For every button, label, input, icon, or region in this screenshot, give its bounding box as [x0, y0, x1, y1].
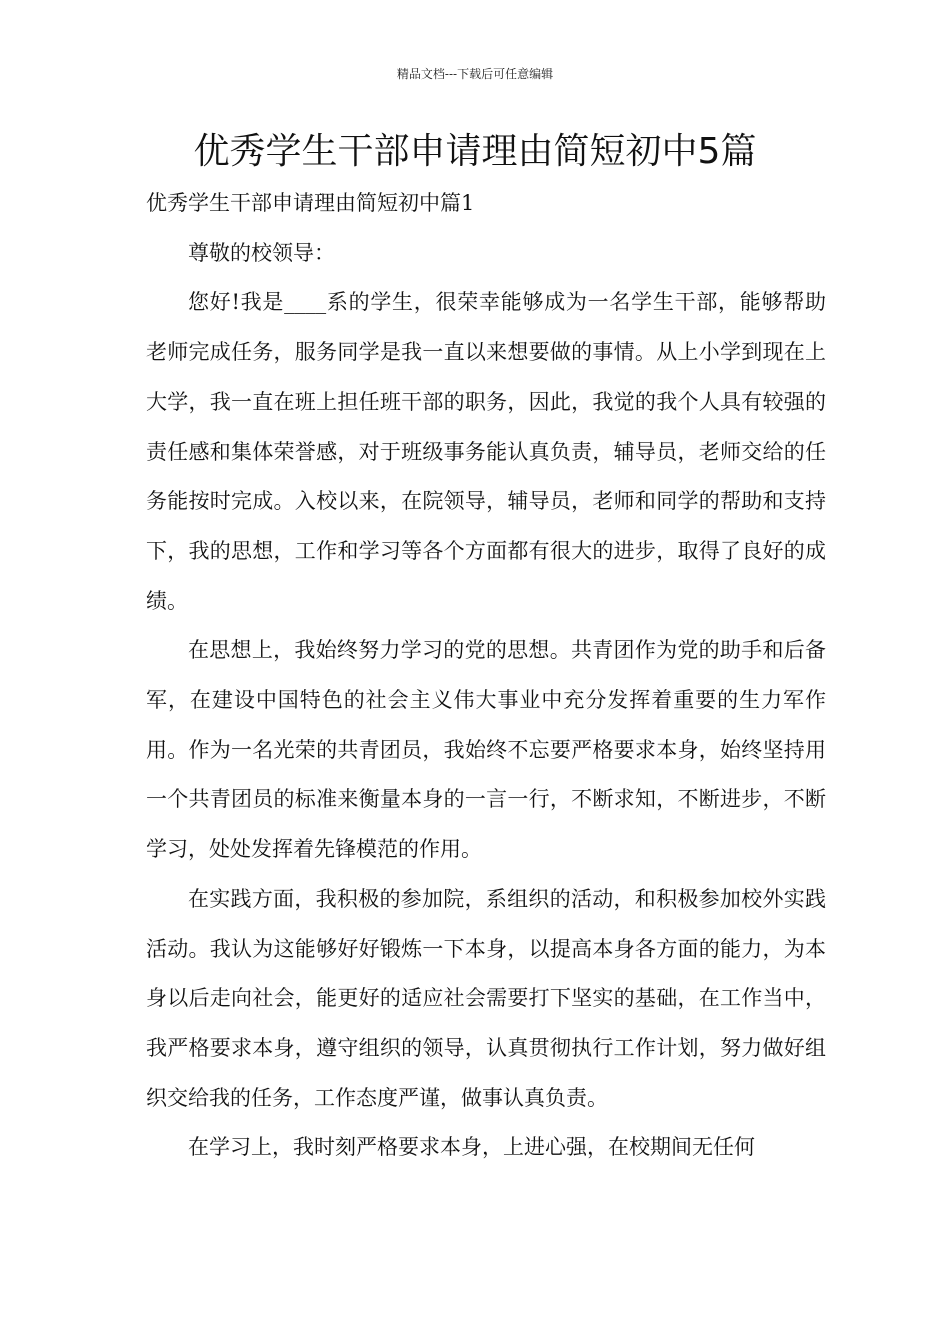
document-body	[146, 179, 826, 1173]
paragraph-4: 在学习上，我时刻严格要求本身，上进心强，在校期间无任何	[188, 1135, 755, 1160]
header-note: 精品文档---下载后可任意编辑	[396, 67, 554, 81]
section-heading: 优秀学生干部申请理由简短初中篇1	[146, 191, 475, 215]
paragraph-2: 在思想上，我始终努力学习的党的思想。共青团作为党的助手和后备军，在建设中国特色的社会主义伟大事业中充分发挥着重要的生力军作用。作为一名光荣的共青团员，我始终不忘要严格要求本身，始终坚持用一个共青团员的标准来衡量本身的一言一行，不断求知，不断进步，不断学习，处处发挥着先锋模范的作用。	[146, 638, 826, 862]
paragraph-3: 在实践方面，我积极的参加院，系组织的活动，和积极参加校外实践活动。我认为这能够好好锻炼一下本身，以提高本身各方面的能力，为本身以后走向社会，能更好的适应社会需要打下坚实的基础，在工作当中，我严格要求本身，遵守组织的领导，认真贯彻执行工作计划，努力做好组织交给我的任务，工作态度严谨，做事认真负责。	[146, 886, 826, 1110]
document-title: 优秀学生干部申请理由简短初中5篇	[193, 131, 757, 172]
salutation: 尊敬的校领导：	[188, 240, 335, 265]
paragraph-1: 您好!我是____系的学生，很荣幸能够成为一名学生干部，能够帮助老师完成任务，服务同学是我一直以来想要做的事情。从上小学到现在上大学，我一直在班上担任班干部的职务，因此，我觉的我个人具有较强的责任感和集体荣誉感，对于班级事务能认真负责，辅导员，老师交给的任务能按时完成。入校以来，在院领导，辅导员，老师和同学的帮助和支持下，我的思想，工作和学习等各个方面都有很大的进步，取得了良好的成绩。	[146, 290, 826, 613]
